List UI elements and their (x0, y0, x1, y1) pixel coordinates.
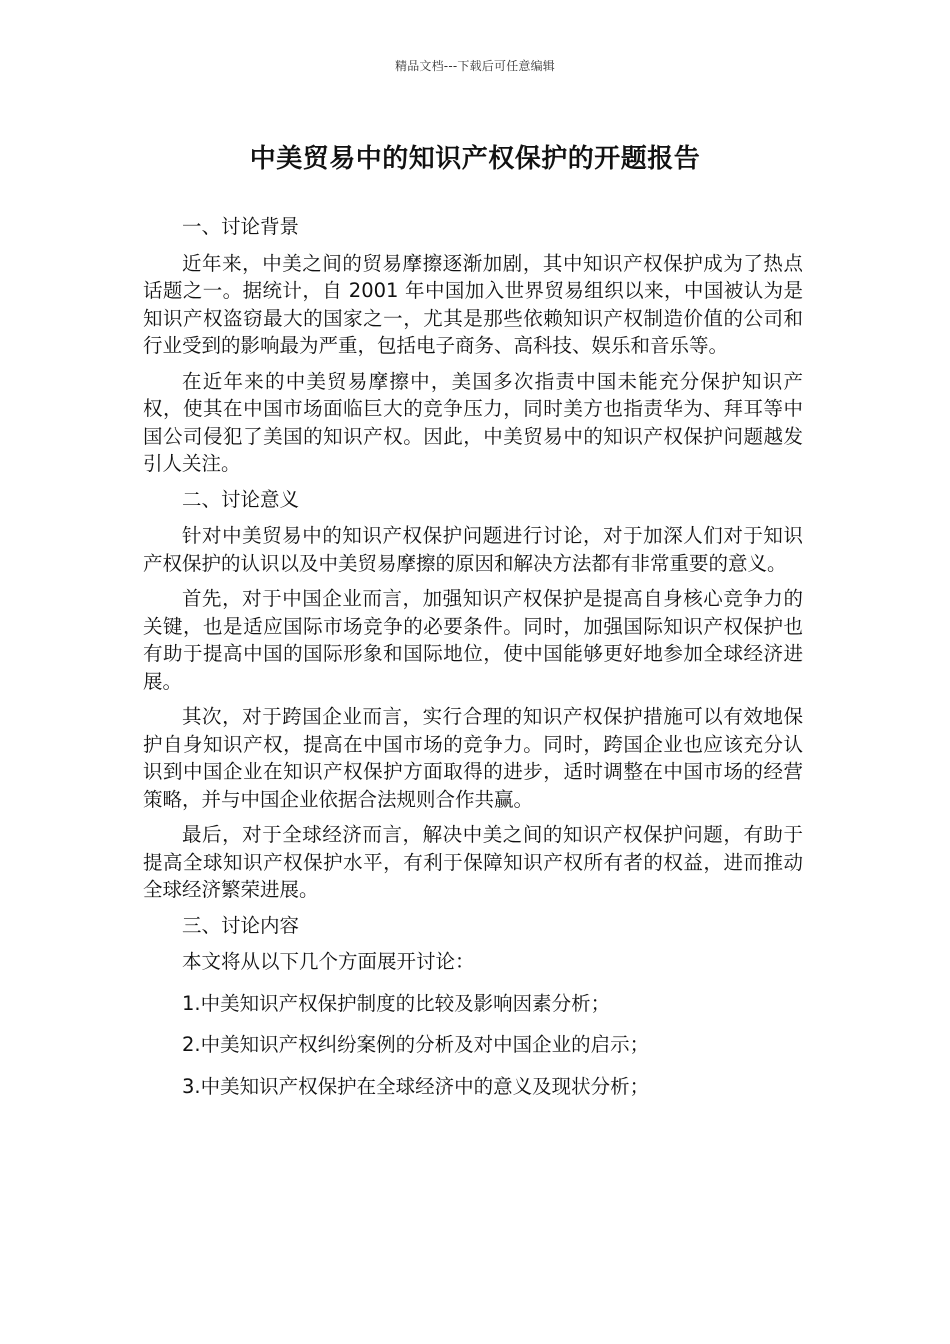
list-item: 1.中美知识产权保护制度的比较及影响因素分析； (182, 991, 611, 1015)
section-heading-background: 一、讨论背景 (182, 215, 300, 238)
document-title: 中美贸易中的知识产权保护的开题报告 (249, 144, 701, 174)
section-intro: 本文将从以下几个方面展开讨论： (182, 950, 475, 973)
list-item: 2.中美知识产权纠纷案例的分析及对中国企业的启示； (182, 1033, 650, 1056)
paragraph: 针对中美贸易中的知识产权保护问题进行讨论，对于加深人们对于知识产权保护的认识以及中美贸易摩擦的原因和解决方法都有非常重要的意义。 (143, 524, 803, 575)
section-heading-significance: 二、讨论意义 (182, 487, 300, 511)
list-item: 3.中美知识产权保护在全球经济中的意义及现状分析； (182, 1074, 650, 1098)
header-note: 精品文档---下载后可任意编辑 (395, 59, 555, 73)
section-heading-content: 三、讨论内容 (182, 913, 300, 937)
document-body (143, 213, 803, 1114)
paragraph: 首先，对于中国企业而言，加强知识产权保护是提高自身核心竞争力的关键，也是适应国际市场竞争的必要条件。同时，加强国际知识产权保护也有助于提高中国的国际形象和国际地位，使中国能够更好地参加全球经济进展。 (143, 587, 803, 693)
paragraph: 在近年来的中美贸易摩擦中，美国多次指责中国未能充分保护知识产权，使其在中国市场面临巨大的竞争压力，同时美方也指责华为、拜耳等中国公司侵犯了美国的知识产权。因此，中美贸易中的知识产权保护问题越发引人关注。 (143, 369, 803, 475)
paragraph: 其次，对于跨国企业而言，实行合理的知识产权保护措施可以有效地保护自身知识产权，提高在中国市场的竞争力。同时，跨国企业也应该充分认识到中国企业在知识产权保护方面取得的进步，适时调整在中国市场的经营策略，并与中国企业依据合法规则合作共赢。 (143, 705, 803, 811)
paragraph: 近年来，中美之间的贸易摩擦逐渐加剧，其中知识产权保护成为了热点话题之一。据统计，自 2001 年中国加入世界贸易组织以来，中国被认为是知识产权盗窃最大的国家之一，尤其是那些依赖知识产权制造价值的公司和行业受到的影响最为严重，包括电子商务、高科技、娱乐和音乐等。 (143, 251, 803, 357)
paragraph: 最后，对于全球经济而言，解决中美之间的知识产权保护问题，有助于提高全球知识产权保护水平，有利于保障知识产权所有者的权益，进而推动全球经济繁荣进展。 (143, 823, 803, 901)
